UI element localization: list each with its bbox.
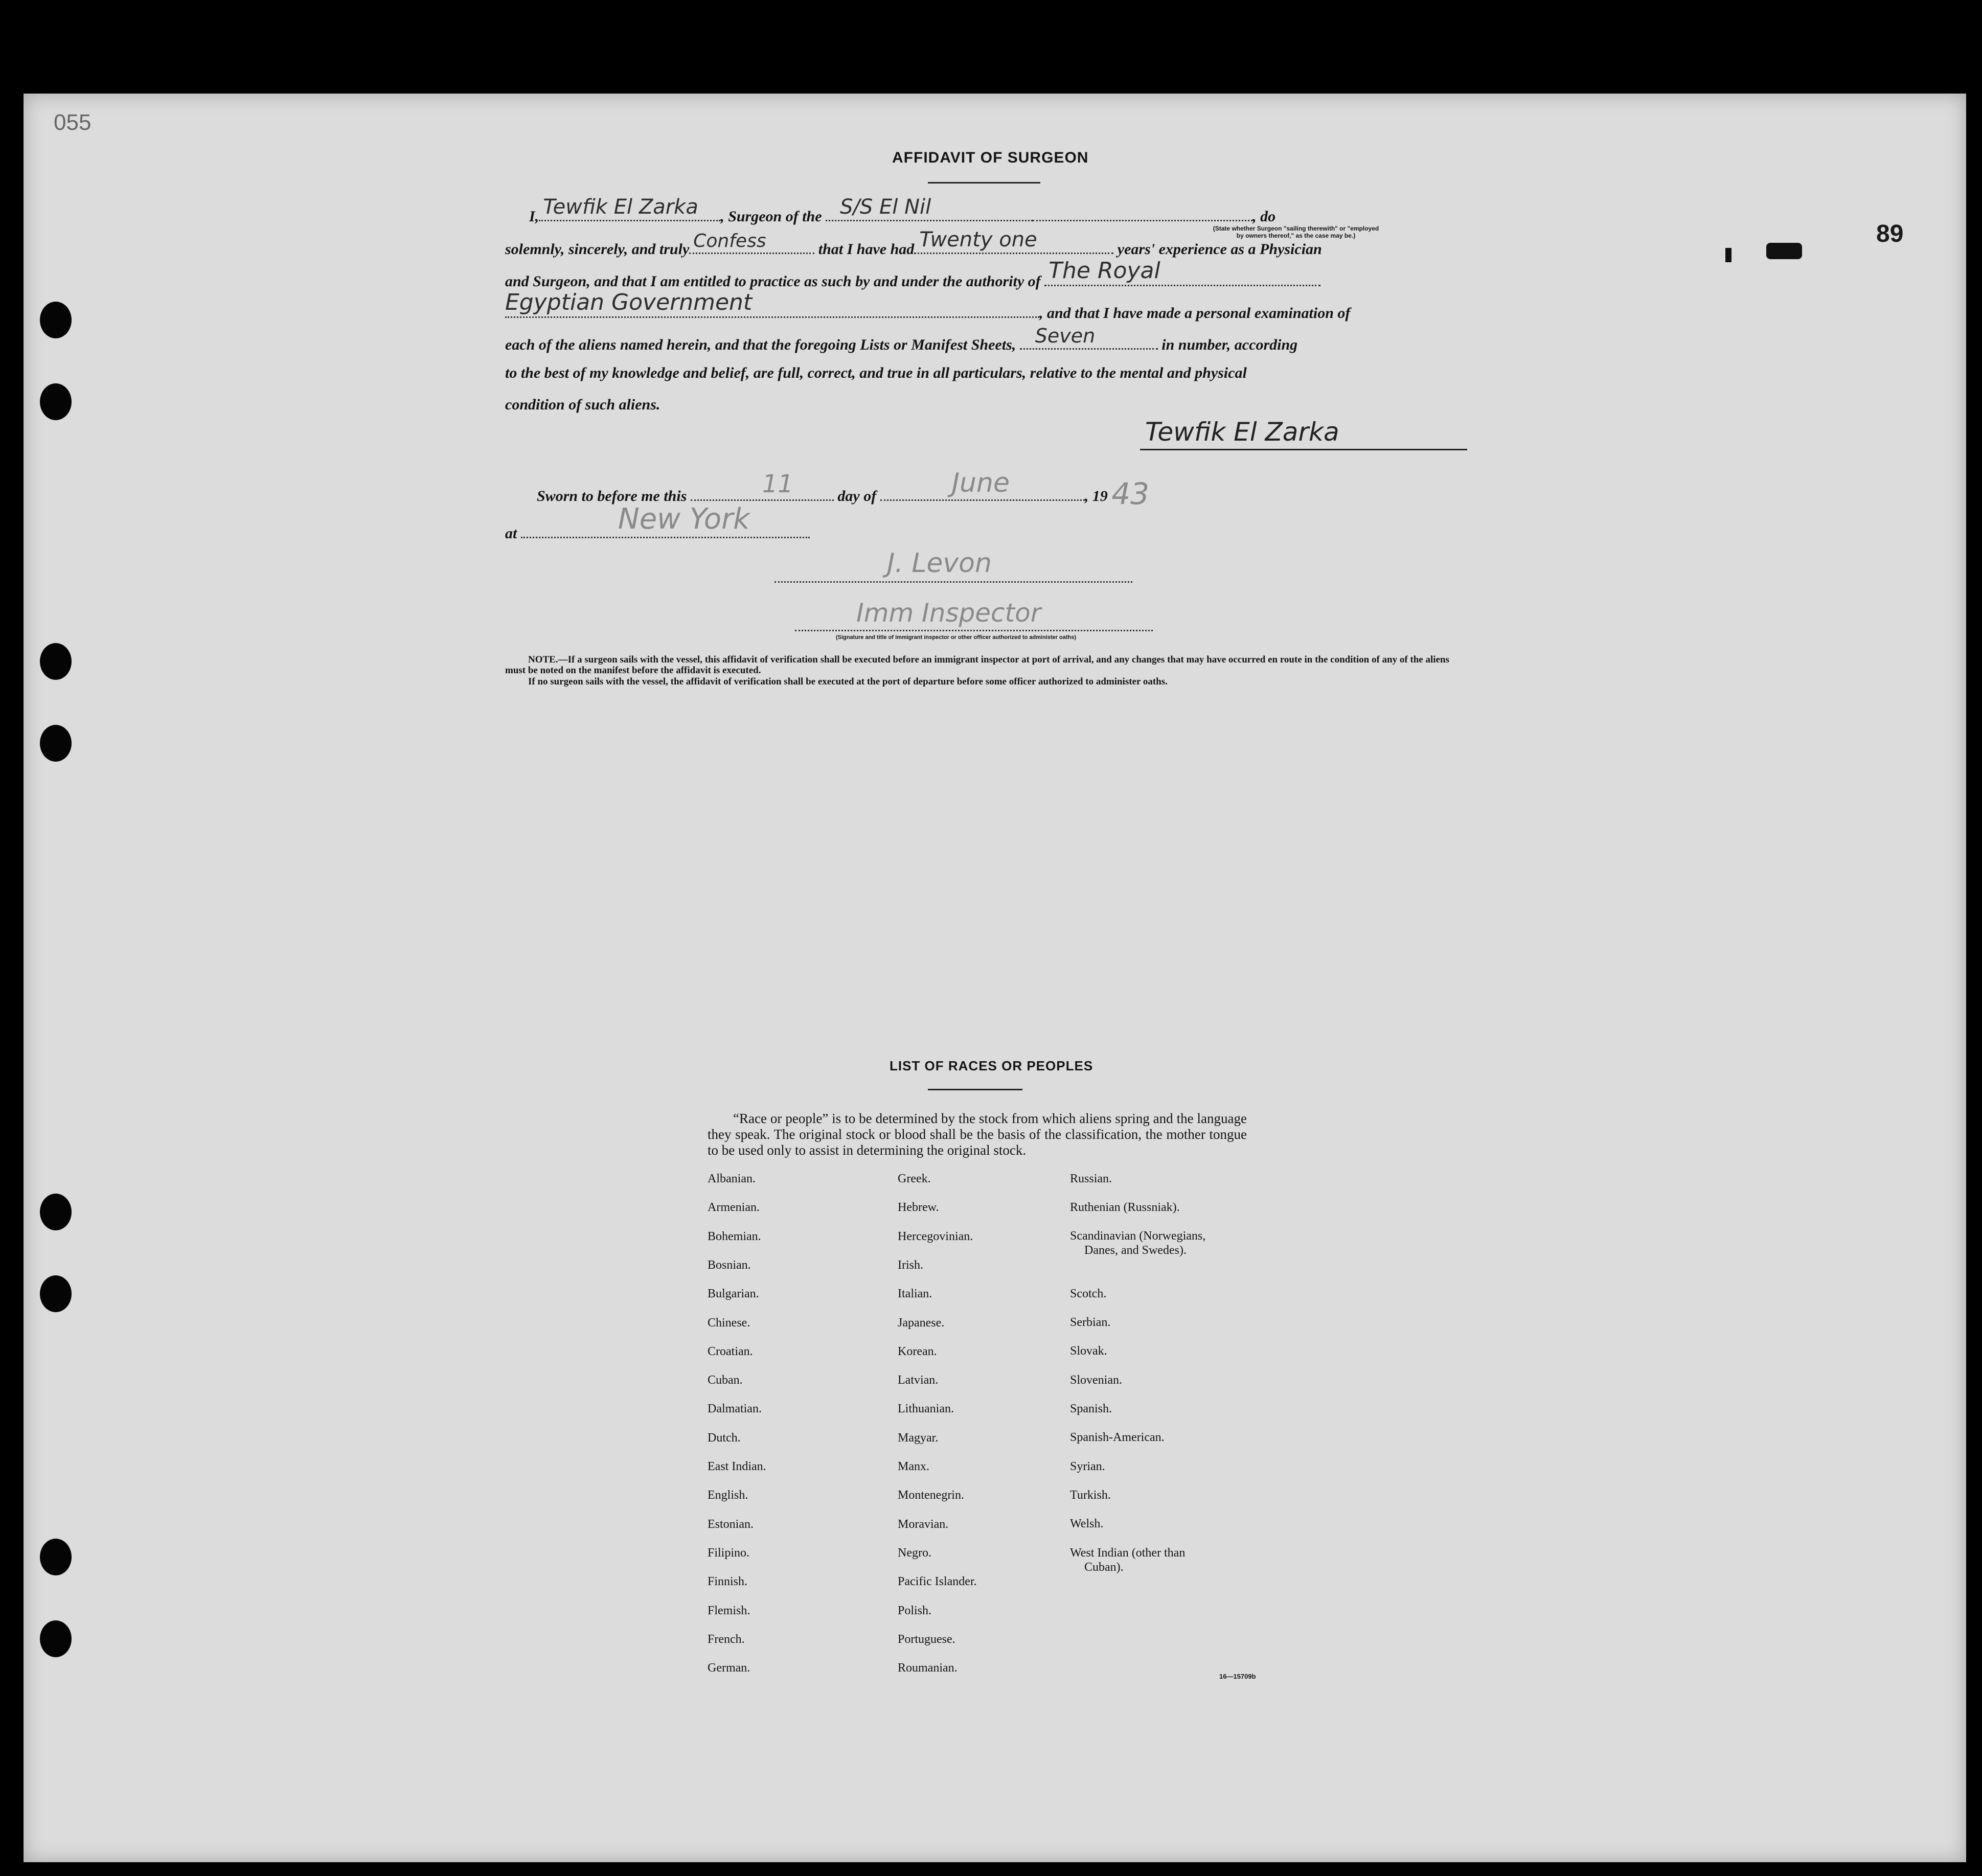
ink-mark <box>1725 248 1732 262</box>
affidavit-line-1 <box>529 195 1276 225</box>
surgeon-status-field <box>1033 204 1252 221</box>
line1-mid: , Surgeon of the <box>720 208 822 225</box>
race-item: Filipino. <box>708 1546 750 1560</box>
corner-mark: 055 <box>54 110 92 135</box>
officer-title-area <box>795 588 1153 630</box>
authority-field <box>1044 258 1320 286</box>
officer-title-line <box>795 630 1153 631</box>
race-item: Chinese. <box>708 1316 750 1330</box>
place-hw: New York <box>618 502 750 536</box>
race-item: Portuguese. <box>898 1632 955 1646</box>
sheet-count-field <box>1020 325 1158 350</box>
affidavit-line-5 <box>505 325 1298 354</box>
race-item: Bohemian. <box>708 1229 761 1243</box>
sworn-year-hw: 43 <box>1111 476 1149 511</box>
sworn-day-hw: 11 <box>762 470 793 498</box>
affirm-field <box>689 231 814 254</box>
race-item: Negro. <box>898 1546 931 1560</box>
race-item: Armenian. <box>708 1201 760 1215</box>
race-item: Russian. <box>1070 1172 1112 1185</box>
race-item: Roumanian. <box>898 1661 958 1675</box>
race-item: Moravian. <box>898 1517 949 1531</box>
race-item: Slovenian. <box>1070 1374 1122 1387</box>
surgeon-signature <box>1140 413 1467 450</box>
race-item: Dalmatian. <box>708 1402 762 1416</box>
line4-suffix: , and that I have made a personal examination of <box>1039 305 1351 322</box>
line2-prefix: solemnly, sincerely, and truly <box>505 241 690 258</box>
punch-hole <box>40 1620 72 1657</box>
authority-hw: The Royal <box>1049 258 1160 284</box>
race-item: Slovak. <box>1070 1344 1107 1358</box>
race-item: Pacific Islander. <box>898 1575 977 1589</box>
surgeon-signature-hw: Tewfik El Zarka <box>1145 417 1339 447</box>
title-rule <box>928 182 1040 184</box>
race-item: Flemish. <box>708 1604 750 1617</box>
affidavit-line-7: condition of such aliens. <box>505 396 660 413</box>
officer-caption: (Signature and title of immigrant inspector or other officer authorized to administer oaths) <box>836 634 1076 640</box>
years-hw: Twenty one <box>919 228 1037 251</box>
race-item: Cuban). <box>1084 1561 1124 1574</box>
sworn-prefix: Sworn to before me this <box>537 488 687 505</box>
race-item: Korean. <box>898 1344 937 1358</box>
ink-mark <box>1766 243 1802 259</box>
authority2-field <box>505 289 1039 318</box>
surgeon-name-field <box>539 195 720 221</box>
race-item: Welsh. <box>1070 1517 1104 1530</box>
race-item: Danes, and Swedes). <box>1084 1244 1187 1257</box>
race-item: Ruthenian (Russniak). <box>1070 1201 1180 1214</box>
race-item: Hebrew. <box>898 1201 939 1215</box>
race-item: Dutch. <box>708 1431 741 1445</box>
race-item: Scandinavian (Norwegians, <box>1070 1229 1206 1243</box>
sheet-count-hw: Seven <box>1035 325 1096 347</box>
at-label: at <box>505 525 517 542</box>
sworn-month-field <box>880 468 1085 501</box>
races-title-rule <box>928 1089 1022 1090</box>
affidavit-note-1: NOTE.—If a surgeon sails with the vessel, this affidavit of verification shall be executed before an immigrant inspector at port of arrival, and any changes that may have occurred en route in the condition of any of the aliens must be noted on the manifest before the affidavit is executed. <box>505 654 1449 676</box>
races-title: LIST OF RACES OR PEOPLES <box>890 1058 1093 1073</box>
race-item: Lithuanian. <box>898 1402 954 1416</box>
line5-suffix: in number, according <box>1161 336 1298 353</box>
race-item: English. <box>708 1489 748 1502</box>
race-item: Spanish. <box>1070 1402 1112 1415</box>
race-item: German. <box>708 1661 750 1675</box>
races-intro: “Race or people” is to be determined by the stock from which aliens spring and the language they speak. The original stock or blood shall be the basis of the classification, the mother tongue to be used only to assist in determining the original stock. <box>708 1111 1247 1158</box>
years-field <box>914 228 1113 254</box>
race-item: Polish. <box>898 1604 932 1617</box>
document-page <box>24 94 1966 1862</box>
race-item: Albanian. <box>708 1172 756 1185</box>
race-item: Magyar. <box>898 1431 939 1445</box>
race-item: Greek. <box>898 1172 931 1185</box>
vessel-field <box>826 195 1033 221</box>
line3-prefix: and Surgeon, and that I am entitled to practice as such by and under the authority of <box>505 273 1041 290</box>
race-item: Hercegovinian. <box>898 1229 973 1243</box>
punch-hole <box>40 383 72 420</box>
race-item: Latvian. <box>898 1374 939 1387</box>
race-item: Syrian. <box>1070 1460 1105 1473</box>
race-item: Manx. <box>898 1460 929 1473</box>
punch-hole <box>40 643 72 680</box>
race-item: Cuban. <box>708 1374 743 1387</box>
officer-signature-line <box>774 581 1132 583</box>
line2-mid: that I have had <box>818 241 915 258</box>
affidavit-line-6: to the best of my knowledge and belief, are full, correct, and true in all particulars, relative to the mental and physical <box>505 364 1247 381</box>
officer-signature-hw: J. Levon <box>887 548 992 579</box>
race-item: Japanese. <box>898 1316 945 1330</box>
race-item: Montenegrin. <box>898 1489 964 1502</box>
officer-title-hw: Imm Inspector <box>856 598 1041 628</box>
sworn-mid: day of <box>837 488 877 505</box>
race-item: Italian. <box>898 1287 932 1301</box>
officer-signature-area <box>774 537 1132 583</box>
sworn-year-prefix: , 19 <box>1084 488 1108 505</box>
page-number: 89 <box>1876 220 1904 247</box>
affidavit-title: AFFIDAVIT OF SURGEON <box>892 149 1089 166</box>
form-number: 16—15709b <box>1219 1673 1256 1680</box>
affidavit-line-3 <box>505 258 1320 290</box>
at-line <box>505 502 810 542</box>
line1-suffix: , do <box>1252 208 1276 225</box>
race-item: Bosnian. <box>708 1258 751 1272</box>
line5-prefix: each of the aliens named herein, and that the foregoing Lists or Manifest Sheets, <box>505 336 1016 353</box>
punch-hole <box>40 1275 72 1312</box>
race-item: Bulgarian. <box>708 1287 759 1301</box>
punch-hole <box>40 725 72 762</box>
race-item: Irish. <box>898 1258 923 1272</box>
race-item: Estonian. <box>708 1517 754 1531</box>
line2-suffix: years' experience as a Physician <box>1117 241 1322 258</box>
race-item: Spanish-American. <box>1070 1431 1165 1444</box>
punch-hole <box>40 302 72 338</box>
vessel-hw: S/S El Nil <box>840 195 931 219</box>
race-item: Finnish. <box>708 1575 748 1589</box>
race-item: Turkish. <box>1070 1489 1111 1502</box>
affirm-hw: Confess <box>693 231 766 251</box>
race-item: Croatian. <box>708 1344 753 1358</box>
place-field <box>521 502 810 538</box>
affidavit-line-4 <box>505 289 1351 322</box>
race-item: Serbian. <box>1070 1316 1111 1329</box>
sworn-month-hw: June <box>951 468 1010 498</box>
race-item: French. <box>708 1632 745 1646</box>
surgeon-status-note: (State whether Surgeon "sailing therewith" or "employed by owners thereof," as the case may be.) <box>1213 225 1379 239</box>
race-item: Scotch. <box>1070 1287 1107 1300</box>
race-item: West Indian (other than <box>1070 1546 1186 1560</box>
race-item: East Indian. <box>708 1460 766 1473</box>
surgeon-name-hw: Tewfik El Zarka <box>543 195 698 219</box>
sworn-day-field <box>691 470 834 501</box>
punch-hole <box>40 1194 72 1230</box>
authority2-hw: Egyptian Government <box>505 289 753 315</box>
line1-prefix: I, <box>529 208 539 225</box>
punch-hole <box>40 1539 72 1575</box>
affidavit-note-2: If no surgeon sails with the vessel, the affidavit of verification shall be executed at the port of departure before some officer authorized to administer oaths. <box>528 676 1168 687</box>
